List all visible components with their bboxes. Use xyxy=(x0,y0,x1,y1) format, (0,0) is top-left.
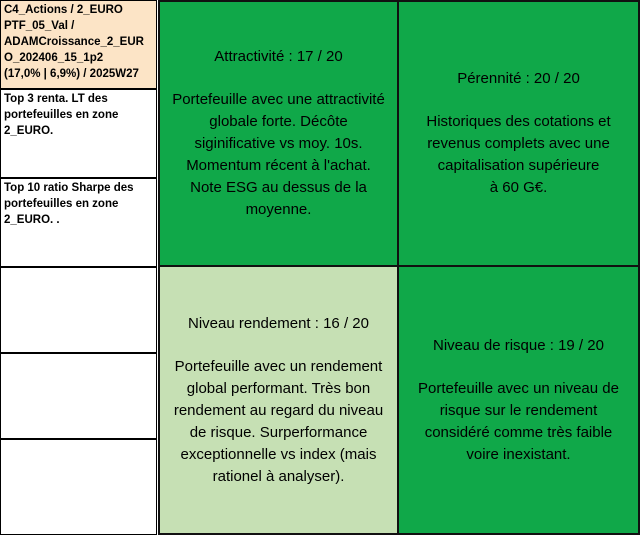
empty-cell-2 xyxy=(0,353,157,439)
attractivite-quadrant xyxy=(158,0,399,267)
perennite-title: Pérennité : 20 / 20 xyxy=(457,70,580,87)
attractivite-title: Attractivité : 17 / 20 xyxy=(214,48,343,65)
top3-label: Top 3 renta. LT des portefeuilles en zone 2_EURO. xyxy=(4,93,119,137)
rendement-quadrant xyxy=(158,265,399,535)
empty-cell-3 xyxy=(0,439,157,535)
risque-title: Niveau de risque : 19 / 20 xyxy=(433,336,604,354)
rendement-description: Portefeuille avec un rendement global performant. Très bon rendement au regard du niveau de risque. Surperformance exceptionnelle vs index (mais rationel à analyser). xyxy=(173,357,384,485)
attractivite-description: Portefeuille avec une attractivité globale forte. Décôte siginificative vs moy. 10s. Momentum récent à l'achat. Note ESG au dessus de la moyenne. xyxy=(172,91,385,218)
top10-label: Top 10 ratio Sharpe des portefeuilles en zone 2_EURO. . xyxy=(4,182,134,226)
rendement-title: Niveau rendement : 16 / 20 xyxy=(188,314,369,332)
top3-cell xyxy=(0,89,157,178)
empty-cell-1 xyxy=(0,267,157,353)
portfolio-header-cell xyxy=(0,0,157,89)
perennite-quadrant xyxy=(397,0,640,267)
perennite-description: Historiques des cotations et revenus complets avec une capitalisation supérieure à 60 G€. xyxy=(426,113,611,196)
portfolio-identifier: C4_Actions / 2_EURO PTF_05_Val / ADAMCroissance_2_EUR O_202406_15_1p2 (17,0% | 6,9%) / 2025W27 xyxy=(4,4,144,80)
risque-description: Portefeuille avec un niveau de risque sur le rendement considéré comme très faible voire inexistant. xyxy=(418,379,619,463)
top10-cell xyxy=(0,178,157,267)
risque-quadrant xyxy=(397,265,640,535)
